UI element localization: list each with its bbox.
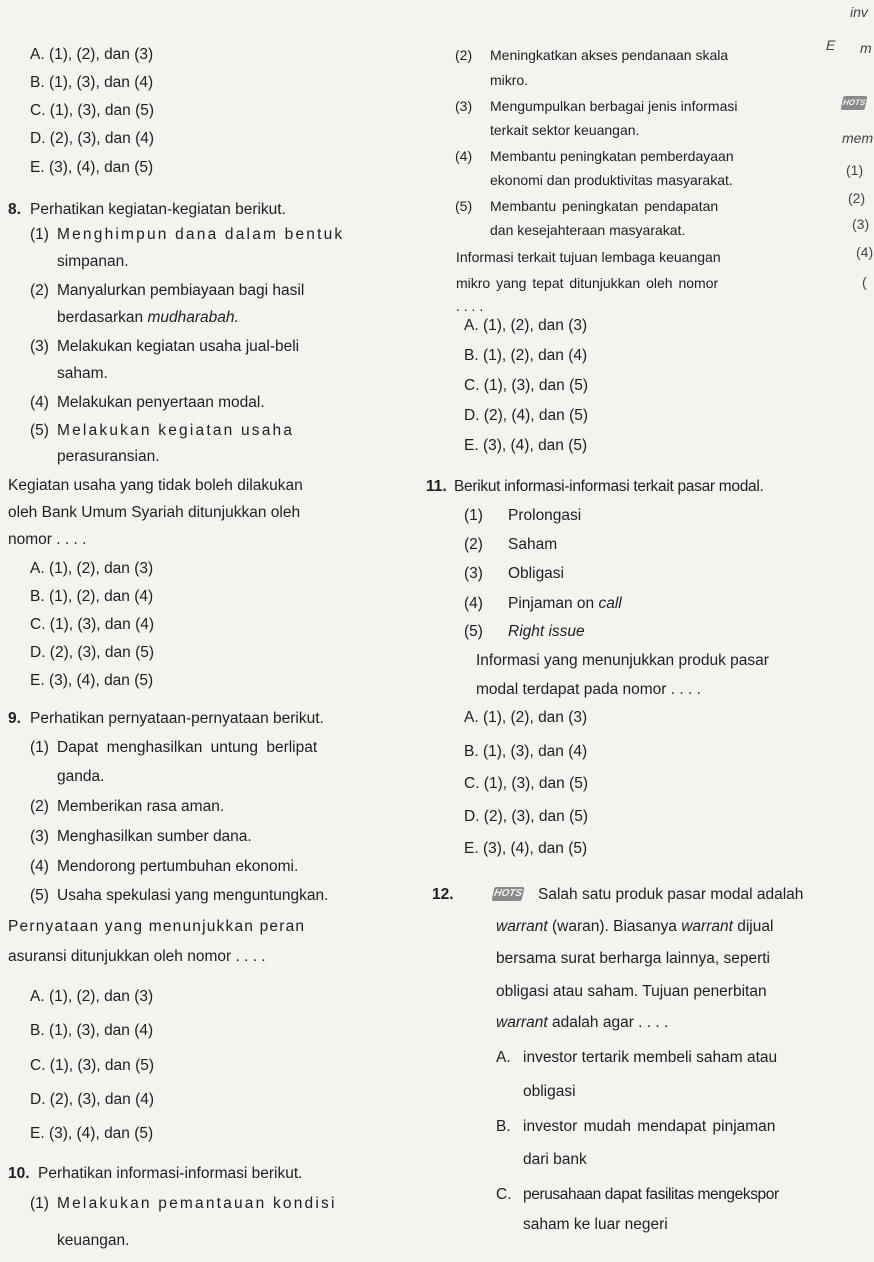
q11-option-c: C. (1), (3), dan (5) [464,775,589,792]
q12-stem-line: Salah satu produk pasar modal adalah [538,886,804,903]
q11-question-line: Informasi yang menunjukkan produk pasar [476,652,769,669]
q10-item-num: (1) [30,1195,49,1212]
q11-item-text: Prolongasi [508,507,582,524]
q8-option-a: A. (1), (2), dan (3) [30,560,154,577]
q12-option-text: perusahaan dapat fasilitas mengekspor [523,1186,779,1203]
q10-item-num: (5) [455,198,473,214]
q10-number: 10. [8,1165,30,1182]
q10-item-num: (2) [455,47,473,63]
q10-item-text: terkait sektor keuangan. [490,122,640,138]
q9-option-a: A. (1), (2), dan (3) [30,988,154,1005]
edge-fragment: (4) [856,244,874,260]
q10-option-c: C. (1), (3), dan (5) [464,377,589,394]
q12-stem-line [496,917,773,937]
q8-option-b: B. (1), (2), dan (4) [30,588,154,605]
q11-number: 11. [426,478,447,495]
edge-fragment: (1) [846,162,864,178]
q10-option-b: B. (1), (2), dan (4) [464,347,588,364]
q11-item-num: (3) [464,565,483,582]
q12-stem-line: obligasi atau saham. Tujuan penerbitan [496,983,767,1000]
q9-item-num: (5) [30,887,49,904]
edge-fragment: ( [862,274,867,290]
q10-option-e: E. (3), (4), dan (5) [464,437,588,454]
q12-warrant-term: warrant [681,918,733,935]
q8-item-text: Manyalurkan pembiayaan bagi hasil [57,282,305,299]
q10-option-a: A. (1), (2), dan (3) [464,317,588,334]
q7-option-d: D. (2), (3), dan (4) [30,130,155,147]
q12-number: 12. [432,886,454,903]
q12-warrant-term: warrant [496,918,548,935]
q7-option-e: E. (3), (4), dan (5) [30,159,154,176]
q10-stem: Perhatikan informasi-informasi berikut. [38,1165,303,1182]
q12-stem-line [496,1013,668,1033]
q12-option-text: investor tertarik membeli saham atau [523,1049,778,1066]
q10-item-num: (4) [455,148,473,164]
q9-item-num: (2) [30,798,49,815]
q8-item-num: (4) [30,394,49,411]
q12-stem-fragment: (waran). Biasanya [552,918,677,935]
q12-option-text: dari bank [523,1151,587,1168]
q8-item-num: (5) [30,422,49,439]
q9-option-b: B. (1), (3), dan (4) [30,1022,154,1039]
q10-item-text: mikro. [490,72,529,88]
q10-item-text: Melakukan pemantauan kondisi [57,1195,337,1212]
q11-item-num: (4) [464,595,483,612]
edge-fragment: E [826,37,836,53]
q12-option-label: A. [496,1049,511,1066]
q8-item-text [57,308,239,328]
q10-item-text: ekonomi dan produktivitas masyarakat. [490,172,733,188]
q8-item-text: Melakukan kegiatan usaha [57,422,295,439]
q8-item-num: (3) [30,338,49,355]
q8-question-line: oleh Bank Umum Syariah ditunjukkan oleh [8,504,301,521]
q12-option-text: obligasi [523,1083,576,1100]
q9-option-e: E. (3), (4), dan (5) [30,1125,154,1142]
q11-item-num: (5) [464,623,483,640]
q12-option-label: B. [496,1118,511,1135]
edge-fragment: inv [850,4,868,20]
q10-item-text: Mengumpulkan berbagai jenis informasi [490,98,738,114]
q11-item-text: Saham [508,536,558,553]
q12-option-text: saham ke luar negeri [523,1216,668,1233]
q10-item-text: keuangan. [57,1232,130,1249]
q9-item-text: Dapat menghasilkan untung berlipat [57,739,318,756]
edge-fragment: m [860,40,872,56]
q9-stem: Perhatikan pernyataan-pernyataan berikut. [30,710,324,727]
q10-question-line: . . . . [456,298,484,314]
q11-item-italic: call [598,595,622,612]
q10-item-text: dan kesejahteraan masyarakat. [490,222,686,238]
hots-badge: HOTS [493,888,524,899]
q11-item-num: (1) [464,507,483,524]
q8-option-c: C. (1), (3), dan (4) [30,616,155,633]
q8-item-text: Melakukan kegiatan usaha jual-beli [57,338,300,355]
q9-item-text: ganda. [57,768,105,785]
q11-option-a: A. (1), (2), dan (3) [464,709,588,726]
q8-option-e: E. (3), (4), dan (5) [30,672,154,689]
q11-option-d: D. (2), (3), dan (5) [464,808,589,825]
q7-option-a: A. (1), (2), dan (3) [30,46,154,63]
q10-option-d: D. (2), (4), dan (5) [464,407,589,424]
q9-item-num: (1) [30,739,49,756]
edge-fragment: (2) [848,190,866,206]
q12-stem-fragment: dijual [737,918,774,935]
q11-question-line: modal terdapat pada nomor . . . . [476,681,701,698]
q11-stem: Berikut informasi-informasi terkait pasar modal. [454,478,764,495]
q8-item-text: Menghimpun dana dalam bentuk [57,226,345,243]
q10-question-line: Informasi terkait tujuan lembaga keuangan [456,249,721,265]
q9-item-text: Mendorong pertumbuhan ekonomi. [57,858,299,875]
q8-item-word: berdasarkan [57,309,144,326]
q12-stem-line: bersama surat berharga lainnya, seperti [496,950,770,967]
q10-item-text: Membantu peningkatan pendapatan [490,198,719,214]
q11-item-num: (2) [464,536,483,553]
q8-question-line: nomor . . . . [8,531,87,548]
q9-item-num: (4) [30,858,49,875]
q12-option-text: investor mudah mendapat pinjaman [523,1118,776,1135]
edge-fragment: mem [842,130,874,146]
q7-option-b: B. (1), (3), dan (4) [30,74,154,91]
edge-fragment: (3) [852,216,870,232]
q11-option-e: E. (3), (4), dan (5) [464,840,588,857]
q9-question-line: asuransi ditunjukkan oleh nomor . . . . [8,948,266,965]
q12-stem-fragment: adalah agar . . . . [552,1014,669,1031]
q9-number: 9. [8,710,21,727]
q7-option-c: C. (1), (3), dan (5) [30,102,155,119]
q8-stem: Perhatikan kegiatan-kegiatan berikut. [30,201,286,218]
q8-item-num: (1) [30,226,49,243]
q12-warrant-term: warrant [496,1014,548,1031]
q10-item-text: Meningkatkan akses pendanaan skala [490,47,729,63]
q8-question-line: Kegiatan usaha yang tidak boleh dilakukan [8,477,303,494]
q9-option-d: D. (2), (3), dan (4) [30,1091,155,1108]
q8-item-italic: mudharabah. [147,309,239,326]
q11-item-word: Pinjaman on [508,595,595,612]
q8-item-text: saham. [57,365,108,382]
q10-item-text: Membantu peningkatan pemberdayaan [490,148,734,164]
q8-item-text: simpanan. [57,253,129,270]
q9-question-line: Pernyataan yang menunjukkan peran [8,918,306,935]
q11-item-text [508,594,622,614]
q9-option-c: C. (1), (3), dan (5) [30,1057,155,1074]
edge-hots-badge: HOTS [841,96,868,110]
q8-item-text: perasuransian. [57,448,160,465]
q12-option-label: C. [496,1186,512,1203]
q11-option-b: B. (1), (3), dan (4) [464,743,588,760]
q10-item-num: (3) [455,98,473,114]
q9-item-text: Usaha spekulasi yang menguntungkan. [57,887,329,904]
q8-item-text: Melakukan penyertaan modal. [57,394,265,411]
q8-option-d: D. (2), (3), dan (5) [30,644,155,661]
q9-item-text: Menghasilkan sumber dana. [57,828,252,845]
q11-item-text: Right issue [508,623,585,640]
q8-number: 8. [8,201,21,218]
q9-item-text: Memberikan rasa aman. [57,798,225,815]
q11-item-text: Obligasi [508,565,564,582]
q9-item-num: (3) [30,828,49,845]
q10-question-line: mikro yang tepat ditunjukkan oleh nomor [456,275,719,291]
q8-item-num: (2) [30,282,49,299]
